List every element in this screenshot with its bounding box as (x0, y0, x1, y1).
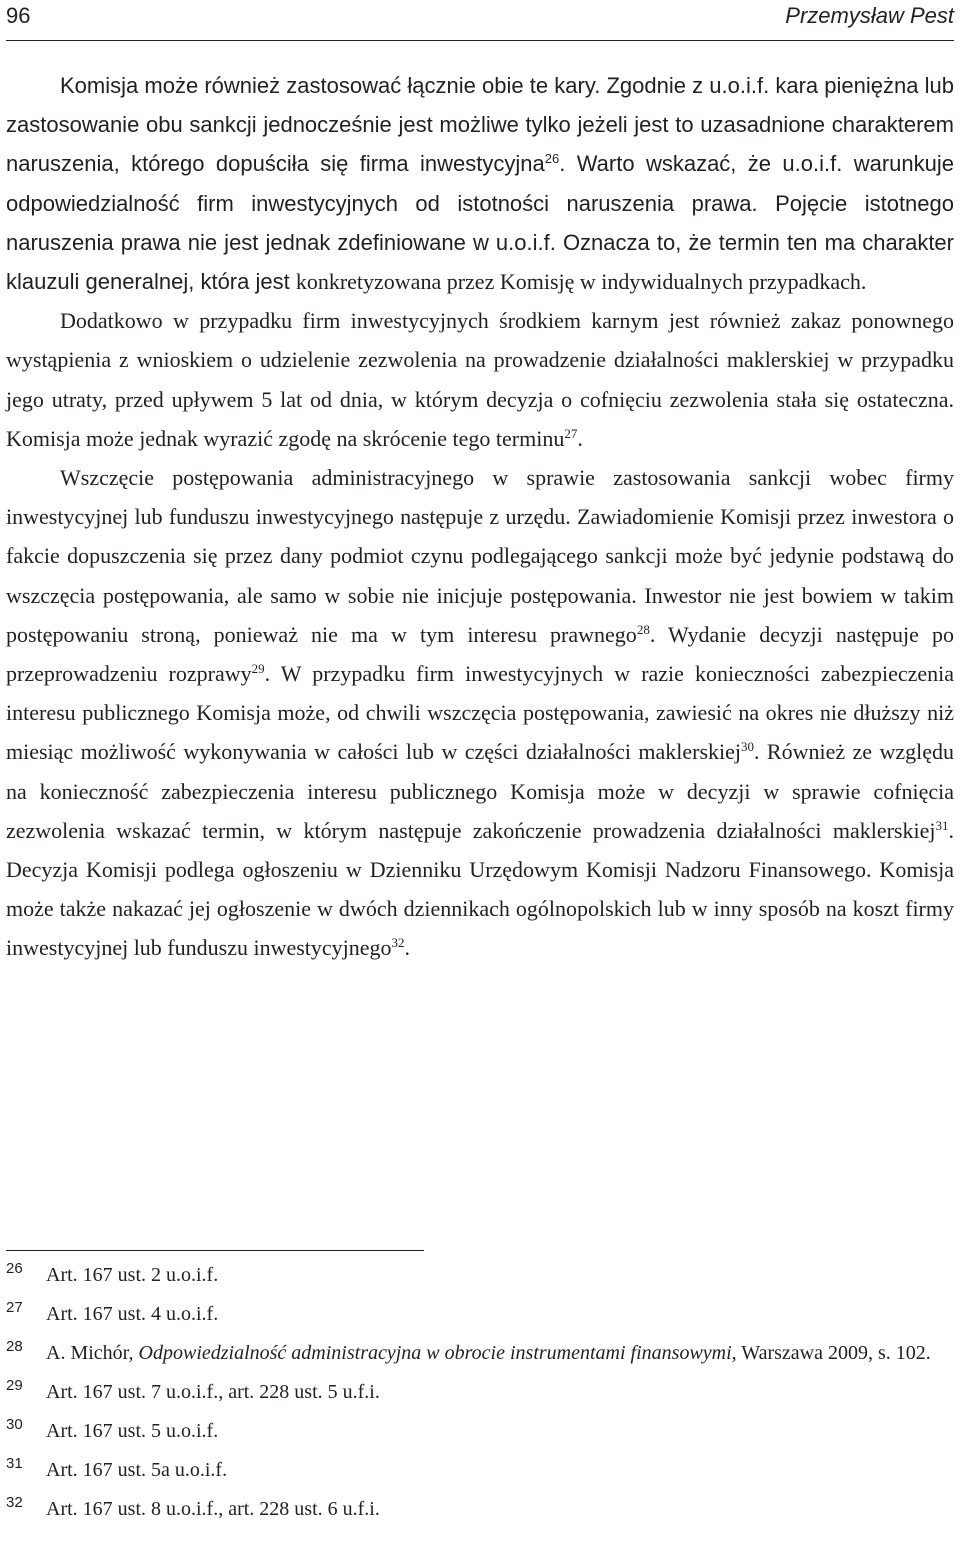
paragraph-3-text: . (404, 935, 411, 961)
footnote-30 (6, 1416, 954, 1442)
footnote-number: 27 (6, 1299, 23, 1316)
paragraph-3-text: . Również ze względu na konieczność zabezpieczenia interesu publicznego Komisja może w decyzji w sprawie cofnięcia zezwolenia wskazać termin, w którym następuje zakończenie prowadzenia działalności maklerskiej (6, 739, 955, 843)
footnote-32 (6, 1494, 954, 1520)
paragraph-3 (6, 458, 954, 968)
body-text (6, 66, 954, 968)
footnote-text: Art. 167 ust. 4 u.o.i.f. (46, 1303, 219, 1325)
footnote-text: Art. 167 ust. 5a u.o.i.f. (46, 1459, 228, 1481)
footnote-author: A. Michór, (46, 1342, 139, 1364)
paragraph-2-text: . (577, 425, 583, 451)
footnote-text: Art. 167 ust. 7 u.o.i.f., art. 228 ust. 5 u.f.i. (46, 1381, 380, 1403)
footnote-27 (6, 1299, 954, 1325)
footnote-text: Art. 167 ust. 2 u.o.i.f. (46, 1264, 219, 1286)
footnote-number: 30 (6, 1416, 23, 1433)
paragraph-1-text: konkretyzowana przez Komisję w indywidualnych przypadkach. (295, 269, 867, 295)
footnote-text: Art. 167 ust. 8 u.o.i.f., art. 228 ust. 6 u.f.i. (46, 1498, 380, 1520)
paragraph-3-text: . Wydanie decyzji następuje po przeprowadzeniu rozprawy (6, 621, 954, 687)
paragraph-1-text: Komisja może również zastosować łącznie obie te kary. Zgodnie z u.o.i.f. kara pieniężna lub zastosowanie obu sankcji jednocześnie jest możliwe tylko jeżeli jest to uzasadnione charakterem naruszenia, którego dopuściła się firma inwestycyjna (6, 73, 954, 177)
footnote-number: 28 (6, 1338, 23, 1355)
paragraph-1-text: . Warto wskazać, że u.o.i.f. warunkuje odpowiedzialność firm inwestycyjnych od istotności naruszenia prawa. Pojęcie istotnego naruszenia prawa nie jest jednak zdefiniowane w u.o.i.f. Oznacza to, że termin ten ma charakter klauzuli generalnej, która jest (6, 151, 955, 295)
paragraph-3-text: . Decyzja Komisji podlega ogłoszeniu w Dzienniku Urzędowym Komisji Nadzoru Finansowego. Komisja może także nakazać jej ogłoszenie w dwóch dziennikach ogólnopolskich lub w inny sposób na koszt firmy inwestycyjnej lub funduszu inwestycyjnego (6, 817, 954, 961)
footnote-publication: , Warszawa 2009, s. 102. (731, 1342, 931, 1364)
footnote-ref-30[interactable]: 30 (741, 739, 755, 755)
paragraph-2-text: Dodatkowo w przypadku firm inwestycyjnych środkiem karnym jest również zakaz ponownego wystąpienia z wnioskiem o udzielenie zezwolenia na prowadzenie działalności maklerskiej w przypadku jego utraty, przed upływem 5 lat od dnia, w którym decyzja o cofnięciu zezwolenia stała się ostateczna. Komisja może jednak wyrazić zgodę na skrócenie tego terminu (6, 308, 954, 451)
footnote-26 (6, 1260, 954, 1286)
footnote-ref-32[interactable]: 32 (391, 935, 405, 951)
footnote-text (46, 1342, 931, 1364)
footnote-ref-29[interactable]: 29 (251, 661, 265, 677)
footnote-ref-27[interactable]: 27 (564, 425, 578, 441)
paragraph-1 (6, 66, 954, 301)
footnote-number: 29 (6, 1377, 23, 1394)
footnote-number: 26 (6, 1260, 23, 1277)
footnote-ref-26[interactable]: 26 (544, 151, 560, 167)
footnote-31 (6, 1455, 954, 1481)
footnote-number: 31 (6, 1455, 23, 1472)
footnote-book-title: Odpowiedzialność administracyjna w obrocie instrumentami finansowymi (138, 1342, 732, 1364)
footnote-number: 32 (6, 1494, 23, 1511)
footnote-ref-31[interactable]: 31 (935, 817, 949, 833)
footnote-separator (6, 1250, 424, 1251)
paragraph-2 (6, 301, 954, 458)
paragraph-3-text: . W przypadku firm inwestycyjnych w razie konieczności zabezpieczenia interesu publicznego Komisja może, od chwili wszczęcia postępowania, zawiesić na okres nie dłuższy niż miesiąc możliwość wykonywania w całości lub w części działalności maklerskiej (6, 661, 955, 765)
footnote-28 (6, 1338, 954, 1364)
page-number: 96 (6, 3, 31, 28)
footnote-ref-28[interactable]: 28 (636, 621, 650, 637)
footnotes (6, 1260, 954, 1538)
page-header (6, 0, 954, 41)
running-head-author: Przemysław Pest (785, 3, 954, 28)
footnote-text: Art. 167 ust. 5 u.o.i.f. (46, 1420, 219, 1442)
footnote-29 (6, 1377, 954, 1403)
paragraph-3-text: Wszczęcie postępowania administracyjnego w sprawie zastosowania sankcji wobec firmy inwestycyjnej lub funduszu inwestycyjnego następuje z urzędu. Zawiadomienie Komisji przez inwestora o fakcie dopuszczenia się przez dany podmiot czynu podlegającego sankcji może być jedynie podstawą do wszczęcia postępowania, ale samo w sobie nie inicjuje postępowania. Inwestor nie jest bowiem w takim postępowaniu stroną, ponieważ nie ma w tym interesu prawnego (6, 465, 954, 647)
